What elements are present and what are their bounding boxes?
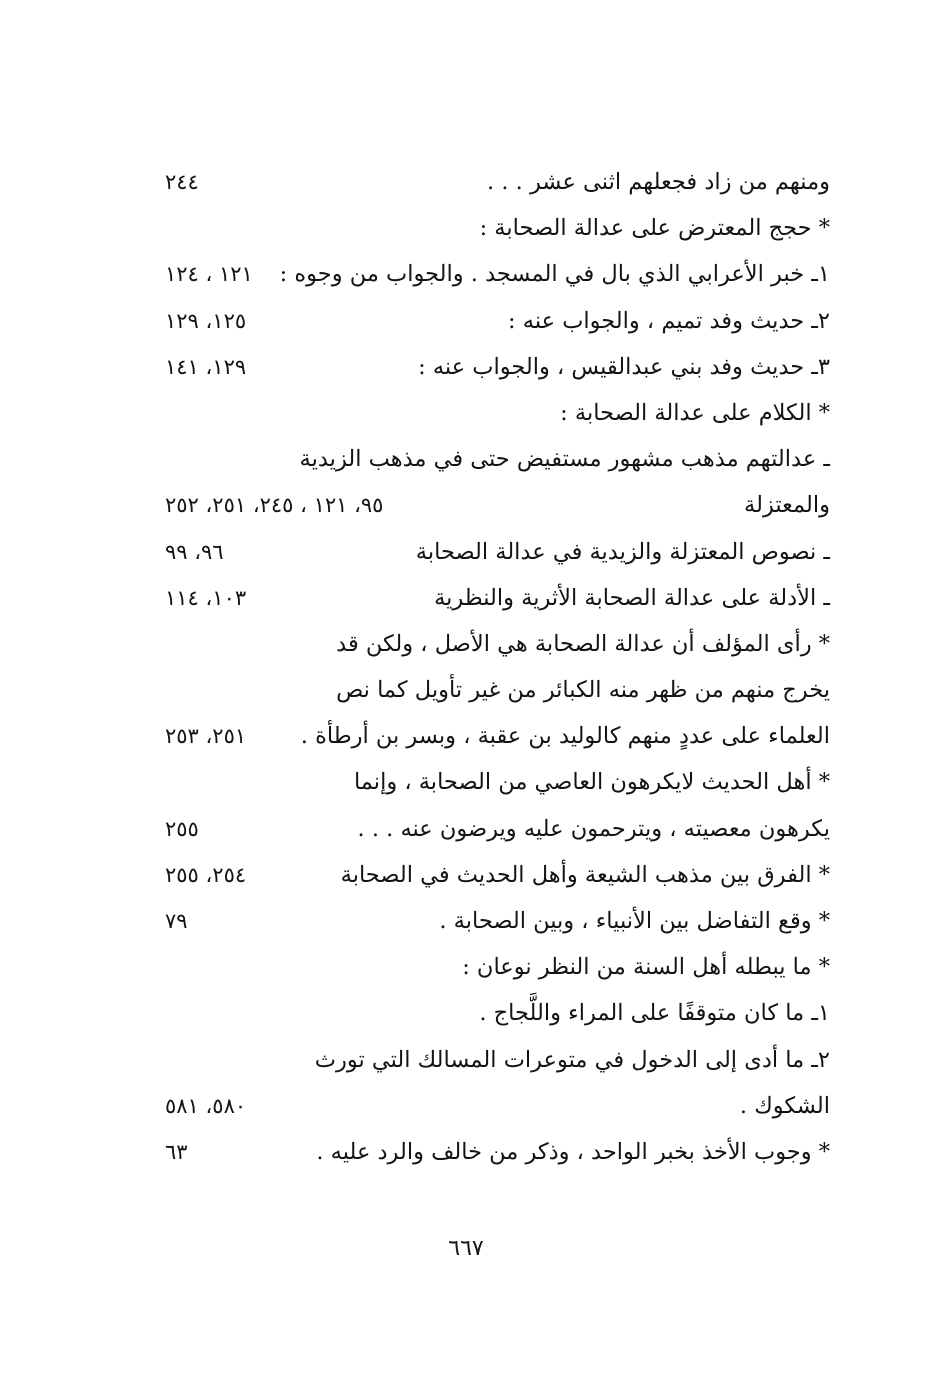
index-heading [150,944,830,990]
entry-text: * أهل الحديث لايكرهون العاصي من الصحابة ، وإنما [353,769,830,796]
index-entry [150,898,830,944]
entry-page-refs: ٩٦، ٩٩ [165,539,224,564]
index-entry [150,298,830,344]
entry-text: ٢ـ حديث وفد تميم ، والجواب عنه : [508,307,830,334]
entry-text: والمعتزلة [744,492,830,519]
index-entry [150,159,830,205]
entry-text: ـ الأدلة على عدالة الصحابة الأثرية والنظرية [434,584,830,611]
index-entry [150,482,830,528]
entry-text: يخرج منهم من ظهر منه الكبائر من غير تأويل كما نص [336,677,830,704]
entry-page-refs: ٥٨٠، ٥٨١ [165,1093,247,1118]
index-entry [150,759,830,805]
index-entry [150,667,830,713]
index-entry [150,1129,830,1175]
entry-text: ١ـ ما كان متوقفًا على المراء واللَّجاج . [479,1000,830,1027]
entry-page-refs: ١٢١ ، ١٢٤ [165,262,253,287]
entry-text: * رأى المؤلف أن عدالة الصحابة هي الأصل ، ولكن قد [336,630,830,657]
index-entry [150,436,830,482]
entry-text: يكرهون معصيته ، ويترحمون عليه ويرضون عنه . . . [357,815,830,842]
index-entry [150,1037,830,1083]
entry-text: * وقع التفاضل بين الأنبياء ، وبين الصحابة . [439,908,830,934]
index-entry [150,621,830,667]
entry-page-refs: ٦٣ [165,1139,188,1164]
entry-text: العلماء على عددٍ منهم كالوليد بن عقبة ، وبسر بن أرطأة . [300,723,830,750]
entry-text: ١ـ خبر الأعرابي الذي بال في المسجد . والجواب من وجوه : [279,261,830,288]
index-entry [150,344,830,390]
index-entry [150,1083,830,1129]
entry-text: * الكلام على عدالة الصحابة : [560,399,830,426]
entry-text: * ما يبطله أهل السنة من النظر نوعان : [462,954,830,981]
entry-page-refs: ٢٥١، ٢٥٣ [165,724,247,749]
entry-page-refs: ٢٥٥ [165,816,199,841]
entry-text: ـ نصوص المعتزلة والزيدية في عدالة الصحابة [415,538,830,565]
entry-text: * وجوب الأخذ بخبر الواحد ، وذكر من خالف والرد عليه . [316,1138,830,1165]
entry-page-refs: ٢٥٤، ٢٥٥ [165,862,247,887]
entry-text: الشكوك . [739,1092,830,1119]
index-entry [150,806,830,852]
entry-page-refs: ١٢٩، ١٤١ [165,354,247,379]
index-heading [150,205,830,251]
entry-page-refs: ٢٤٤ [165,170,199,194]
entry-text: ـ عدالتهم مذهب مشهور مستفيض حتى في مذهب الزيدية [299,446,830,473]
page-number: ٦٦٧ [448,1236,484,1261]
entry-text: ٣ـ حديث وفد بني عبدالقيس ، والجواب عنه : [418,353,830,380]
entry-page-refs: ٧٩ [165,909,188,933]
entry-text: ٢ـ ما أدى إلى الدخول في متوعرات المسالك التي تورث [314,1046,830,1073]
entry-text: * الفرق بين مذهب الشيعة وأهل الحديث في الصحابة [340,861,830,888]
index-entry [150,575,830,621]
entry-page-refs: ١٢٥، ١٢٩ [165,308,247,333]
entry-page-refs: ٩٥، ١٢١ ، ٢٤٥، ٢٥١، ٢٥٢ [165,493,384,518]
entry-text: * حجج المعترض على عدالة الصحابة : [479,215,830,242]
index-heading [150,390,830,436]
index-entry [150,852,830,898]
index-list [150,159,830,1175]
index-entry [150,529,830,575]
index-entry [150,713,830,759]
entry-page-refs: ١٠٣، ١١٤ [165,585,247,610]
index-entry [150,990,830,1036]
index-entry [150,251,830,297]
entry-text: ومنهم من زاد فجعلهم اثنى عشر . . . [487,169,830,195]
